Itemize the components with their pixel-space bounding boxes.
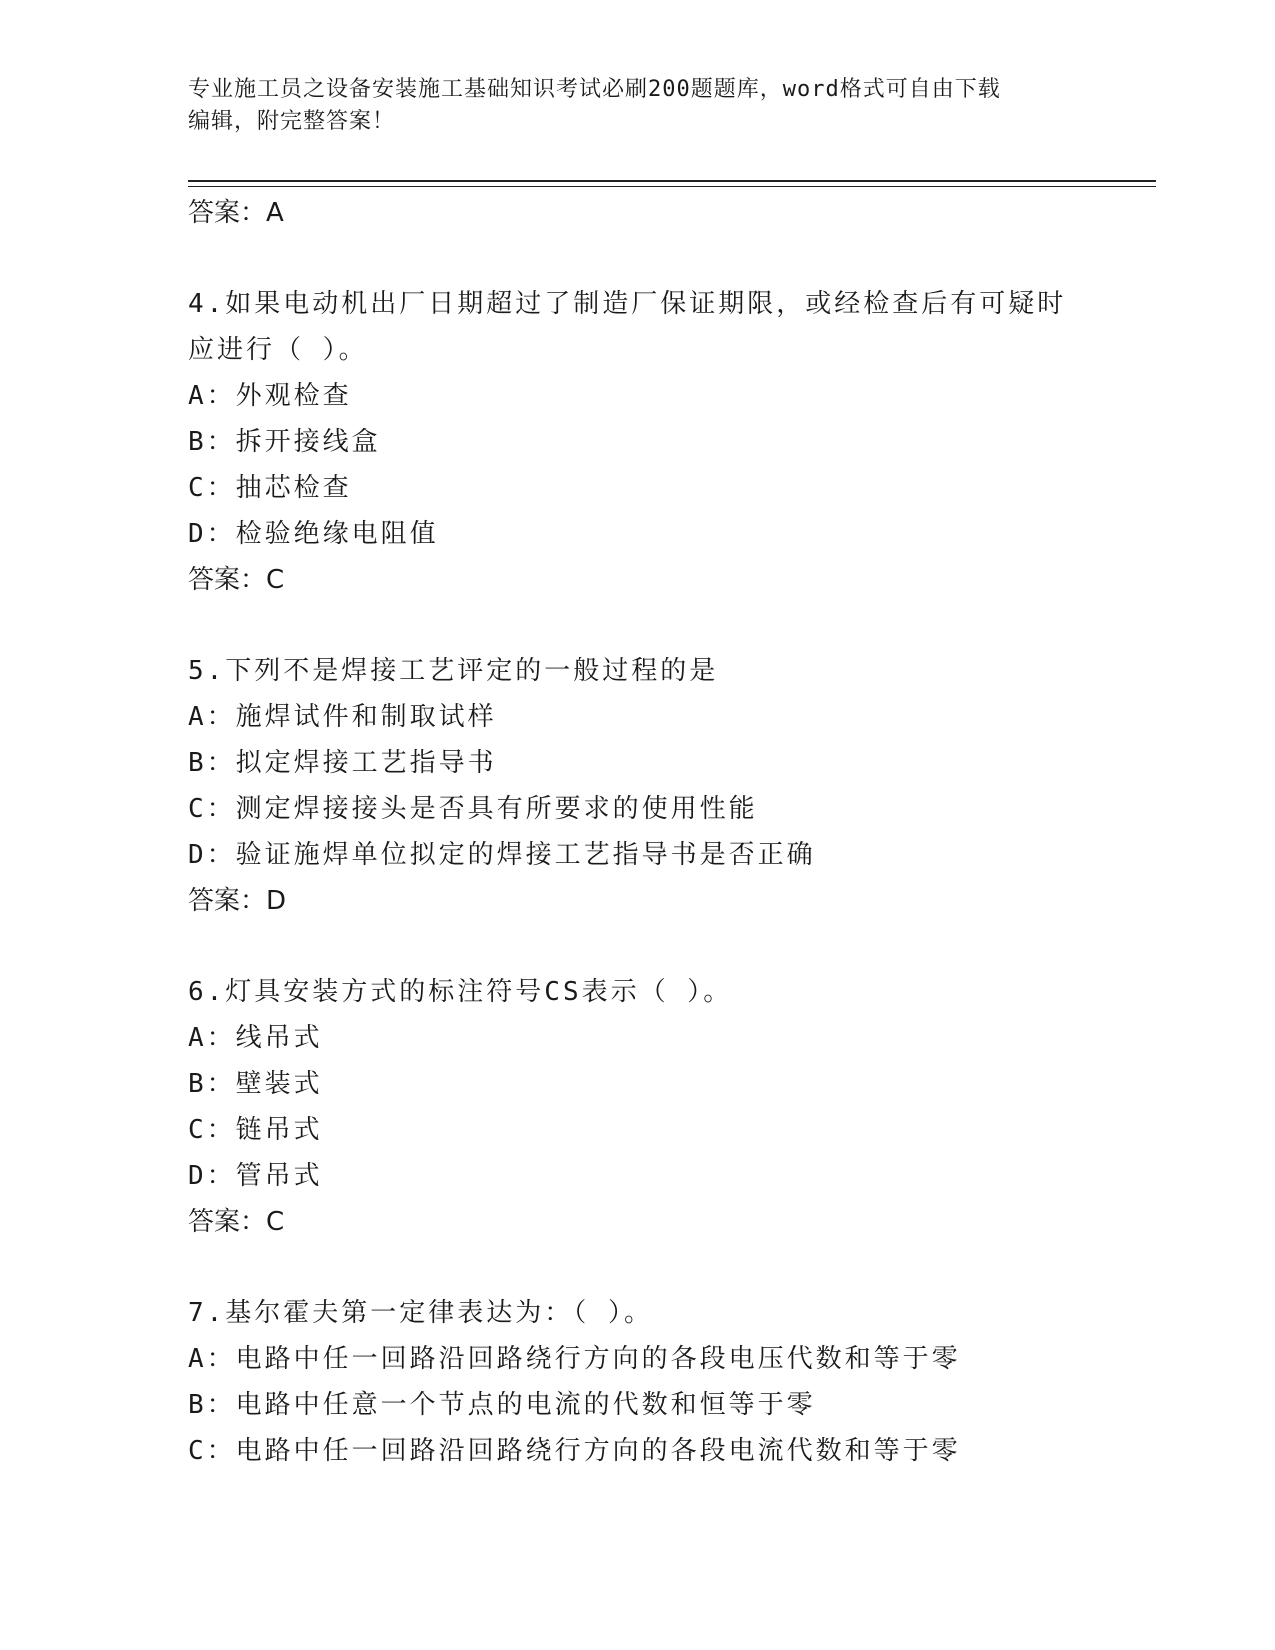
option-a: A：电路中任一回路沿回路绕行方向的各段电压代数和等于零 bbox=[188, 1344, 961, 1374]
question-stem-continued: 应进行（ ）。 bbox=[188, 335, 368, 365]
question-stem: 4.如果电动机出厂日期超过了制造厂保证期限，或经检查后有可疑时 bbox=[188, 289, 1067, 319]
header-divider-thin bbox=[188, 186, 1156, 187]
option-c: C：链吊式 bbox=[188, 1115, 323, 1145]
question-4 bbox=[188, 281, 1148, 603]
option-a: A：线吊式 bbox=[188, 1023, 323, 1053]
option-c: C：测定焊接接头是否具有所要求的使用性能 bbox=[188, 794, 758, 824]
answer: 答案：C bbox=[188, 565, 285, 595]
spacer bbox=[188, 236, 1148, 281]
option-a: A：外观检查 bbox=[188, 381, 352, 411]
option-c: C：抽芯检查 bbox=[188, 473, 352, 503]
document-header bbox=[188, 74, 1088, 138]
option-d: D：管吊式 bbox=[188, 1161, 323, 1191]
header-line-2: 编辑，附完整答案！ bbox=[188, 109, 396, 134]
question-6 bbox=[188, 969, 1148, 1245]
header-line-1: 专业施工员之设备安装施工基础知识考试必刷200题题库，word格式可自由下载 bbox=[188, 77, 1001, 102]
option-b: B：拆开接线盒 bbox=[188, 427, 381, 457]
document-body bbox=[188, 190, 1148, 1474]
option-b: B：壁装式 bbox=[188, 1069, 323, 1099]
header-divider-thick bbox=[188, 180, 1156, 182]
answer: 答案：C bbox=[188, 1207, 285, 1237]
option-c: C：电路中任一回路沿回路绕行方向的各段电流代数和等于零 bbox=[188, 1436, 961, 1466]
question-5 bbox=[188, 648, 1148, 924]
spacer bbox=[188, 1245, 1148, 1290]
spacer bbox=[188, 603, 1148, 648]
previous-answer: 答案：A bbox=[188, 198, 284, 228]
option-d: D：验证施焊单位拟定的焊接工艺指导书是否正确 bbox=[188, 840, 816, 870]
option-b: B：电路中任意一个节点的电流的代数和恒等于零 bbox=[188, 1390, 816, 1420]
question-stem: 5.下列不是焊接工艺评定的一般过程的是 bbox=[188, 656, 719, 686]
option-b: B：拟定焊接工艺指导书 bbox=[188, 748, 497, 778]
question-stem: 6.灯具安装方式的标注符号CS表示（ ）。 bbox=[188, 977, 733, 1007]
question-stem: 7.基尔霍夫第一定律表达为：（ ）。 bbox=[188, 1298, 653, 1328]
option-a: A：施焊试件和制取试样 bbox=[188, 702, 497, 732]
spacer bbox=[188, 924, 1148, 969]
question-7 bbox=[188, 1290, 1148, 1474]
answer: 答案：D bbox=[188, 886, 287, 916]
option-d: D：检验绝缘电阻值 bbox=[188, 519, 439, 549]
